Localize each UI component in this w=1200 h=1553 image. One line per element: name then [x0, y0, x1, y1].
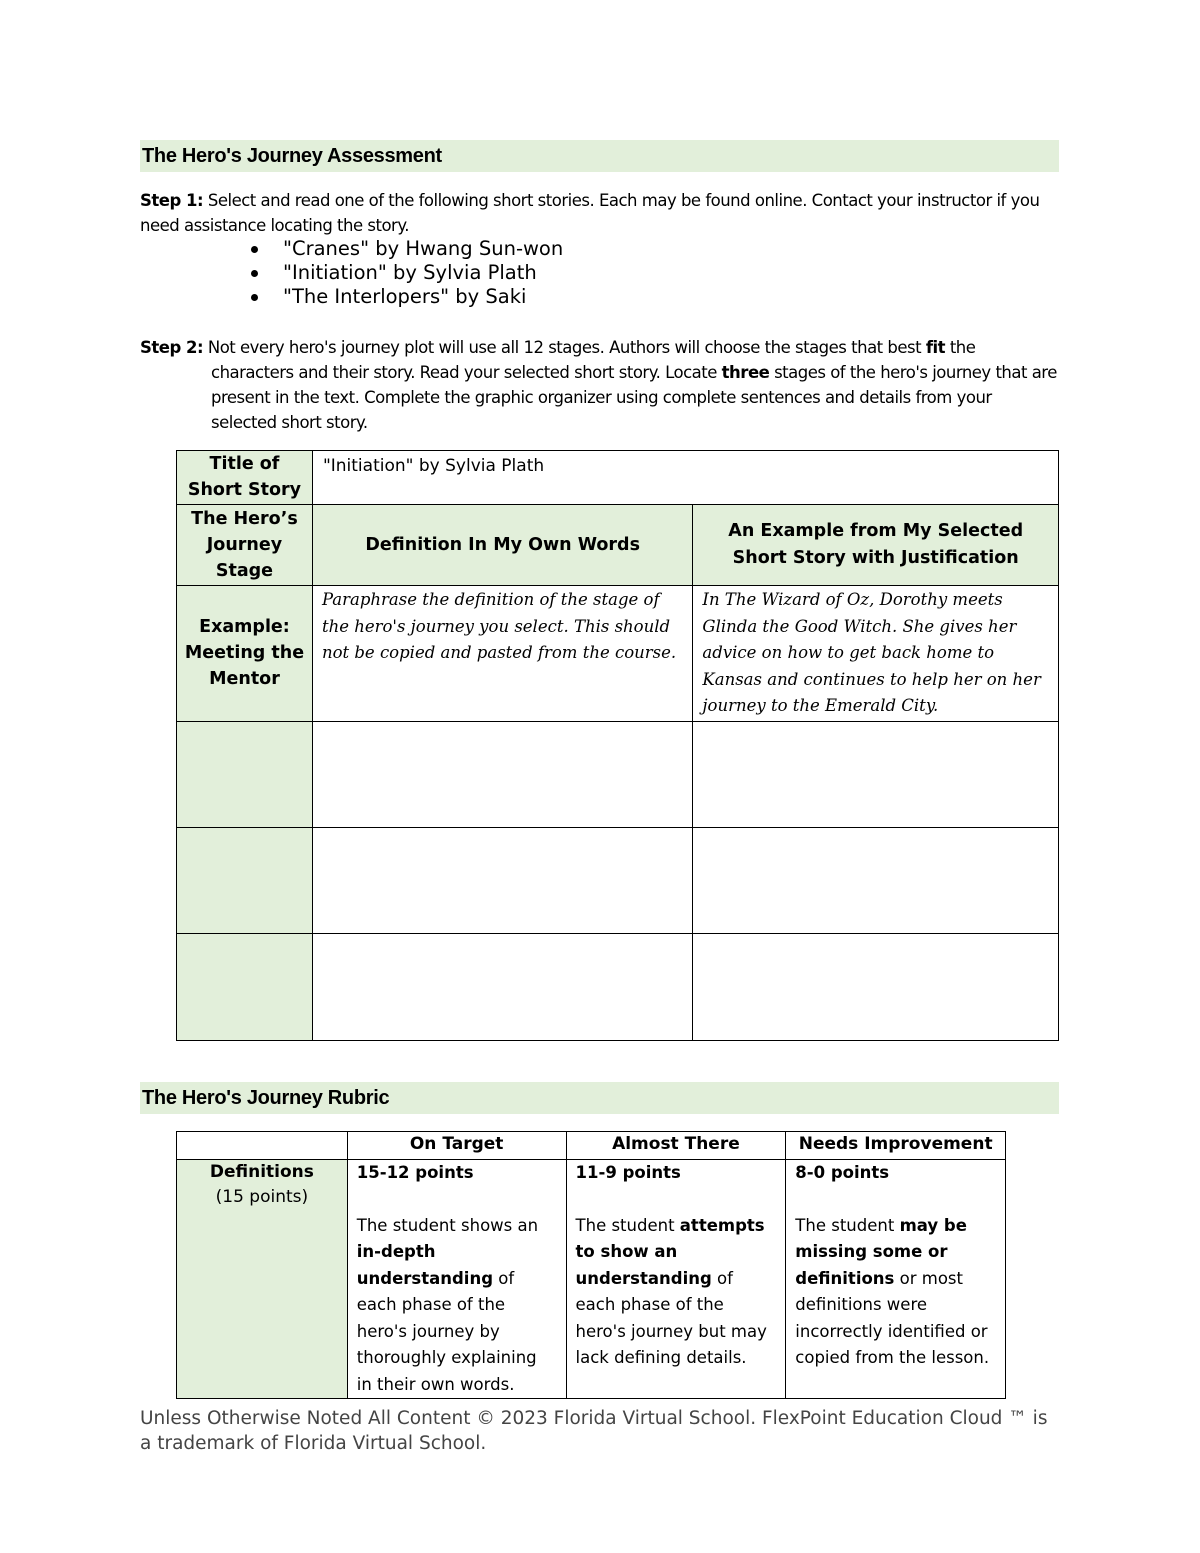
title-value[interactable]: "Initiation" by Sylvia Plath — [312, 451, 1058, 505]
rubric-heading: The Hero's Journey Rubric — [140, 1082, 1059, 1114]
step-2-three: three — [721, 363, 770, 382]
example-text: In The Wizard of Oz, Dorothy meets Glinda the Good Witch. She gives her advice on how to get back home to Kansas and continues to help her on her journey to the Emerald City. — [693, 586, 1059, 722]
table-row — [177, 451, 1059, 505]
stage-column-header: The Hero’s Journey Stage — [177, 505, 313, 586]
title-label: Title of Short Story — [177, 451, 313, 505]
stage-cell[interactable] — [177, 827, 313, 933]
table-row — [177, 505, 1059, 586]
table-row — [177, 1132, 1006, 1160]
example-stage-label: Example: Meeting the Mentor — [177, 586, 313, 722]
criteria-emphasis: in-depth understanding — [356, 1242, 494, 1288]
step-2-indented-text — [140, 360, 1060, 435]
criteria-text: of each phase of the hero's journey by thoroughly explaining in their own words. — [356, 1268, 537, 1394]
rubric-row-label — [177, 1160, 348, 1399]
table-row — [177, 933, 1059, 1040]
stage-cell[interactable] — [177, 933, 313, 1040]
graphic-organizer-table — [176, 450, 1059, 1041]
criteria-text: of each phase of the hero's journey but may lack defining details. — [575, 1268, 767, 1367]
definition-column-header: Definition In My Own Words — [312, 505, 692, 586]
step-2-text-d: stages of the hero's journey that are present in the text. Complete the graphic organizer using complete sentences and details from your selected short story. — [211, 363, 1057, 432]
definition-cell[interactable] — [312, 827, 692, 933]
table-row — [177, 1160, 1006, 1399]
step-1-instructions — [140, 188, 1060, 238]
step-2-instructions — [140, 335, 1060, 435]
story-list — [245, 237, 563, 309]
example-cell[interactable] — [693, 827, 1059, 933]
criteria-emphasis: may be missing some or definitions — [795, 1215, 967, 1288]
definition-cell[interactable] — [312, 721, 692, 827]
rubric-corner-cell — [177, 1132, 348, 1160]
criteria-text: or most definitions were incorrectly identified or copied from the lesson. — [795, 1268, 990, 1367]
example-column-header: An Example from My Selected Short Story with Justification — [693, 505, 1059, 586]
rubric-cell-on-target — [347, 1160, 566, 1399]
table-row — [177, 586, 1059, 722]
points-label: 8-0 points — [795, 1163, 890, 1182]
criteria-text: The student — [575, 1215, 680, 1235]
rubric-row-title: Definitions — [209, 1162, 314, 1182]
definition-cell[interactable] — [312, 933, 692, 1040]
step-2-label: Step 2: — [140, 338, 204, 357]
rubric-cell-almost-there — [566, 1160, 786, 1399]
example-definition: Paraphrase the definition of the stage of the hero's journey you select. This should not be copied and pasted from the course. — [312, 586, 692, 722]
rubric-table — [176, 1131, 1006, 1399]
assessment-heading: The Hero's Journey Assessment — [140, 140, 1059, 172]
criteria-text: The student shows an — [356, 1215, 539, 1235]
criteria-text: The student — [795, 1215, 900, 1235]
stage-cell[interactable] — [177, 721, 313, 827]
step-2-fit: fit — [925, 338, 946, 357]
points-label: 15-12 points — [356, 1163, 474, 1182]
rubric-row-points: (15 points) — [215, 1187, 309, 1207]
copyright-footer: Unless Otherwise Noted All Content © 2023 Florida Virtual School. FlexPoint Education Cloud ™ is a trademark of Florida Virtual School. — [140, 1408, 1048, 1454]
step-1-text: Select and read one of the following short stories. Each may be found online. Contact your instructor if you need assistance locating the story. — [140, 191, 1040, 235]
example-cell[interactable] — [693, 721, 1059, 827]
step-2-text-c: characters and their story. Read your selected short story. Locate — [211, 363, 722, 382]
example-cell[interactable] — [693, 933, 1059, 1040]
step-2-text-a: Not every hero's journey plot will use all 12 stages. Authors will choose the stages that best — [203, 338, 926, 357]
rubric-header-on-target: On Target — [347, 1132, 566, 1160]
table-row — [177, 721, 1059, 827]
points-label: 11-9 points — [575, 1163, 681, 1182]
list-item: "The Interlopers" by Saki — [245, 285, 563, 309]
criteria-emphasis: attempts to show an understanding — [575, 1215, 765, 1288]
list-item: "Initiation" by Sylvia Plath — [245, 261, 563, 285]
rubric-cell-needs-improvement — [786, 1160, 1006, 1399]
step-1-label: Step 1: — [140, 191, 204, 210]
rubric-header-almost-there: Almost There — [566, 1132, 786, 1160]
table-row — [177, 827, 1059, 933]
list-item: "Cranes" by Hwang Sun-won — [245, 237, 563, 261]
step-2-text-b: the — [945, 338, 976, 357]
rubric-header-needs-improvement: Needs Improvement — [786, 1132, 1006, 1160]
